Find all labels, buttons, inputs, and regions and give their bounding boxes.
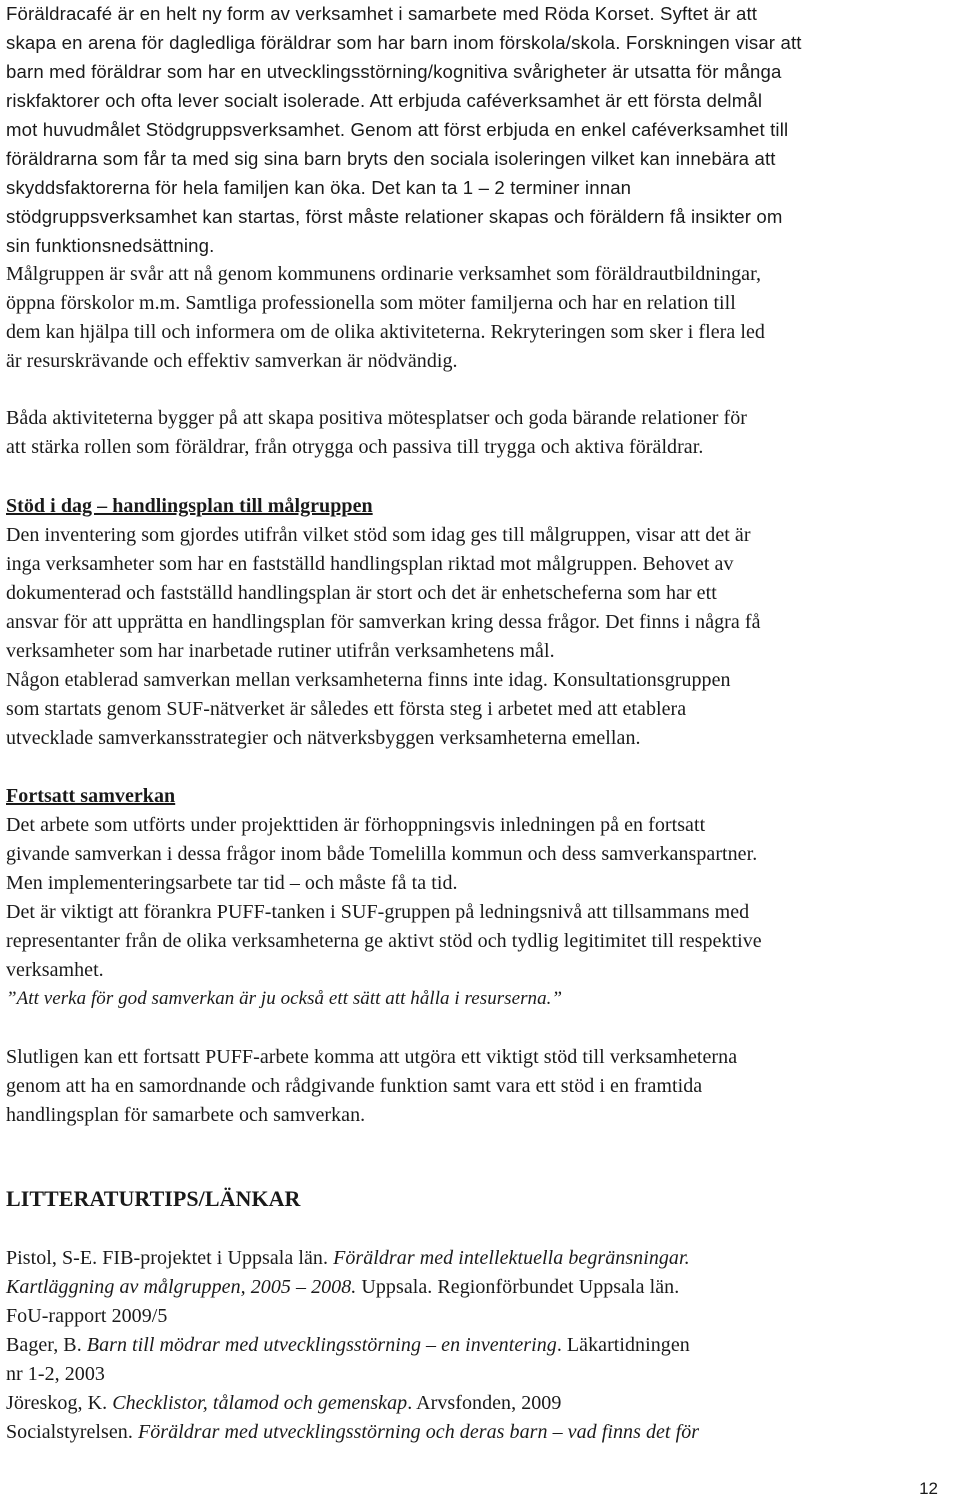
- reference-line: Pistol, S-E. FIB-projektet i Uppsala län. Föräldrar med intellektuella begränsningar.: [6, 1247, 690, 1269]
- text-line: stödgruppsverksamhet kan startas, först måste relationer skapas och föräldern få insikter om: [6, 206, 783, 227]
- references-heading: LITTERATURTIPS/LÄNKAR: [6, 1186, 301, 1211]
- text-line: som startats genom SUF-nätverket är således ett första steg i arbetet med att etablera: [6, 698, 687, 720]
- text-line: handlingsplan för samarbete och samverkan.: [6, 1104, 366, 1126]
- text-line: genom att ha en samordnande och rådgivande funktion samt vara ett stöd i en framtida: [6, 1075, 703, 1097]
- text-line: verksamhet.: [6, 959, 104, 981]
- text-line: skyddsfaktorerna för hela familjen kan öka. Det kan ta 1 – 2 terminer innan: [6, 177, 632, 198]
- text-line: Men implementeringsarbete tar tid – och måste få ta tid.: [6, 872, 458, 894]
- text-line: är resurskrävande och effektiv samverkan är nödvändig.: [6, 350, 458, 372]
- text-line: utvecklade samverkansstrategier och nätverksbyggen verksamheterna emellan.: [6, 727, 641, 749]
- text-line: Slutligen kan ett fortsatt PUFF-arbete komma att utgöra ett viktigt stöd till verksamheterna: [6, 1046, 738, 1068]
- text-line: givande samverkan i dessa frågor inom både Tomelilla kommun och dess samverkanspartner.: [6, 843, 758, 865]
- section-heading: Stöd i dag – handlingsplan till målgruppen: [6, 495, 373, 517]
- reference-line: Bager, B. Barn till mödrar med utvecklingsstörning – en inventering. Läkartidningen: [6, 1334, 690, 1356]
- text-line: inga verksamheter som har en fastställd handlingsplan riktad mot målgruppen. Behovet av: [6, 553, 734, 575]
- text-line: skapa en arena för dagledliga föräldrar som har barn inom förskola/skola. Forskningen visar att: [6, 32, 802, 53]
- text-line: Båda aktiviteterna bygger på att skapa positiva mötesplatser och goda bärande relationer för: [6, 407, 747, 429]
- reference-line: Kartläggning av målgruppen, 2005 – 2008. Uppsala. Regionförbundet Uppsala län.: [6, 1276, 680, 1298]
- reference-line: nr 1-2, 2003: [6, 1363, 105, 1385]
- text-line: dokumenterad och fastställd handlingsplan är stort och det är enhetscheferna som har ett: [6, 582, 717, 604]
- page-number: 12: [919, 1479, 938, 1498]
- reference-line: Socialstyrelsen. Föräldrar med utvecklingsstörning och deras barn – vad finns det för: [6, 1421, 700, 1443]
- text-line: Den inventering som gjordes utifrån vilket stöd som idag ges till målgruppen, visar att det är: [6, 524, 751, 546]
- text-line: Det arbete som utförts under projekttiden är förhoppningsvis inledningen på en fortsatt: [6, 814, 706, 836]
- text-line: öppna förskolor m.m. Samtliga professionella som möter familjerna och har en relation till: [6, 292, 736, 314]
- text-line: sin funktionsnedsättning.: [6, 235, 215, 256]
- section-heading: Fortsatt samverkan: [6, 785, 176, 807]
- text-line: riskfaktorer och ofta lever socialt isolerade. Att erbjuda caféverksamhet är ett första delmål: [6, 90, 763, 111]
- reference-line: FoU-rapport 2009/5: [6, 1305, 168, 1327]
- text-line: Föräldracafé är en helt ny form av verksamhet i samarbete med Röda Korset. Syftet är att: [6, 3, 758, 24]
- quote-line: ”Att verka för god samverkan är ju också ett sätt att hålla i resurserna.”: [6, 988, 563, 1009]
- text-line: att stärka rollen som föräldrar, från otrygga och passiva till trygga och aktiva föräldrar.: [6, 436, 704, 458]
- text-line: dem kan hjälpa till och informera om de olika aktiviteterna. Rekryteringen som sker i flera led: [6, 321, 765, 343]
- text-line: Målgruppen är svår att nå genom kommunens ordinarie verksamhet som föräldrautbildningar,: [6, 263, 762, 285]
- text-line: Någon etablerad samverkan mellan verksamheterna finns inte idag. Konsultationsgruppen: [6, 669, 731, 691]
- text-line: barn med föräldrar som har en utvecklingsstörning/kognitiva svårigheter är utsatta för många: [6, 61, 782, 82]
- text-line: ansvar för att upprätta en handlingsplan för samverkan kring dessa frågor. Det finns i några få: [6, 611, 761, 633]
- reference-line: Jöreskog, K. Checklistor, tålamod och gemenskap. Arvsfonden, 2009: [6, 1392, 562, 1414]
- text-line: mot huvudmålet Stödgruppsverksamhet. Genom att först erbjuda en enkel caféverksamhet till: [6, 119, 789, 140]
- text-line: Det är viktigt att förankra PUFF-tanken i SUF-gruppen på ledningsnivå att tillsammans med: [6, 901, 750, 923]
- text-line: föräldrarna som får ta med sig sina barn bryts den sociala isoleringen vilket kan innebära att: [6, 148, 776, 169]
- text-line: verksamheter som har inarbetade rutiner utifrån verksamhetens mål.: [6, 640, 555, 662]
- text-line: representanter från de olika verksamheterna ge aktivt stöd och tydlig legitimitet till respektive: [6, 930, 762, 952]
